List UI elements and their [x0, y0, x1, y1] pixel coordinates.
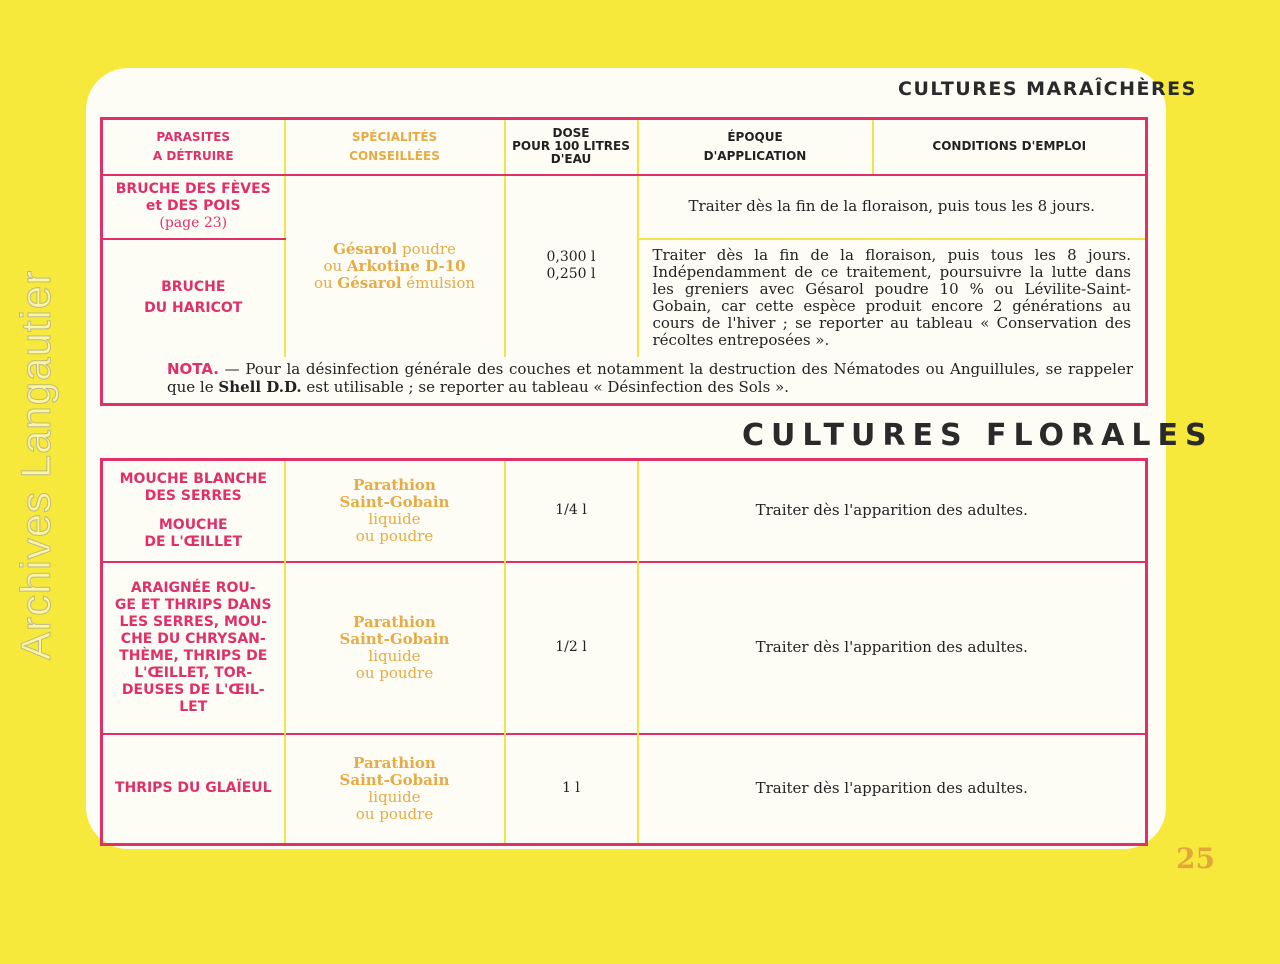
watermark: Archives Langautier — [12, 269, 59, 660]
header-row — [102, 119, 1147, 175]
pest-mouche-blanche: MOUCHE BLANCHE DES SERRES MOUCHE DE L'ŒILLET — [102, 460, 285, 562]
table-row — [102, 734, 1147, 845]
dose-cell: 0,300 l 0,250 l — [505, 175, 638, 357]
specialty-cell: Parathion Saint-Gobain liquide ou poudre — [285, 734, 505, 845]
condition-feves: Traiter dès la fin de la floraison, puis tous les 8 jours. — [638, 175, 1147, 239]
pest-bruche-haricot: BRUCHE DU HARICOT — [102, 239, 285, 357]
table-maraicheres — [100, 117, 1148, 406]
dose-cell: 1 l — [505, 734, 638, 845]
pest-thrips-glaieul: THRIPS DU GLAÏEUL — [102, 734, 285, 845]
dose-cell: 1/2 l — [505, 562, 638, 734]
page-number: 25 — [1176, 842, 1215, 875]
table-row — [102, 562, 1147, 734]
dose-cell: 1/4 l — [505, 460, 638, 562]
condition-haricot: Traiter dès la fin de la floraison, puis tous les 8 jours. Indépendamment de ce traitement, poursuivre la lutte dans les greniers avec Gésarol poudre 10 % ou Lévilite-Saint-Gobain, car cette espèce produit encore 2 générations au cours de l'hiver ; se reporter au tableau « Conservation des récoltes entreposées ». — [652, 246, 1131, 349]
nota-text: NOTA. — Pour la désinfection générale des couches et notamment la destruction des Nématodes ou Anguillules, se rappeler que le Shell D.D. est utilisable ; se reporter au tableau « Désinfection des Sols ». — [167, 359, 1133, 396]
pest-araignee-rouge: ARAIGNÉE ROU- GE ET THRIPS DANS LES SERRES, MOU- CHE DU CHRYSAN- THÈME, THRIPS DE L'ŒILLET, TOR- DEUSES DE L'ŒIL- LET — [102, 562, 285, 734]
table-row — [102, 175, 1147, 239]
condition-cell: Traiter dès l'apparition des adultes. — [638, 734, 1147, 845]
table-row — [102, 460, 1147, 562]
header-dose: DOSE POUR 100 LITRES D'EAU — [505, 119, 638, 175]
header-epoque: ÉPOQUE D'APPLICATION — [638, 119, 873, 175]
header-conditions: CONDITIONS D'EMPLOI — [873, 119, 1147, 175]
specialty-cell: Parathion Saint-Gobain liquide ou poudre — [285, 460, 505, 562]
specialty-cell: Gésarol poudre ou Arkotine D-10 ou Gésarol émulsion — [285, 175, 505, 357]
section-title-maraicheres: CULTURES MARAÎCHÈRES — [898, 78, 1197, 100]
specialty-cell: Parathion Saint-Gobain liquide ou poudre — [285, 562, 505, 734]
pest-bruche-feves: BRUCHE DES FÈVES et DES POIS (page 23) — [102, 175, 285, 239]
header-specialites: SPÉCIALITÉS CONSEILLÉES — [285, 119, 505, 175]
table-florales — [100, 458, 1148, 846]
header-parasites: PARASITES A DÉTRUIRE — [102, 119, 285, 175]
condition-cell: Traiter dès l'apparition des adultes. — [755, 501, 1028, 520]
section-title-florales: CULTURES FLORALES — [742, 418, 1214, 453]
nota-row — [102, 357, 1147, 405]
condition-cell: Traiter dès l'apparition des adultes. — [638, 562, 1147, 734]
